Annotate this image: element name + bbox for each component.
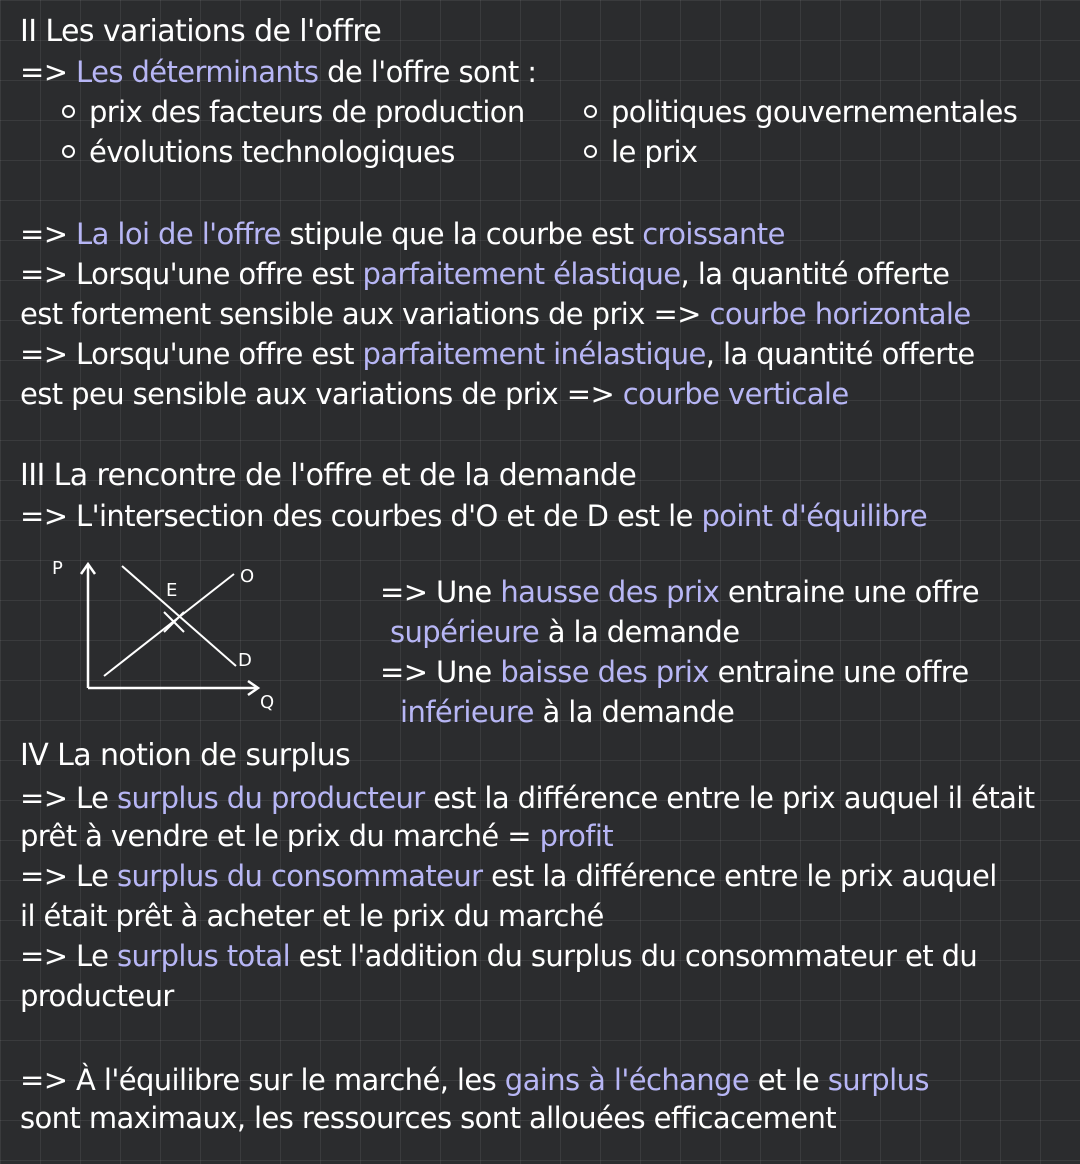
- tot-text: Le: [76, 939, 117, 973]
- keyword-surplus-consommateur: surplus du consommateur: [116, 859, 483, 893]
- bullet-icon: [62, 145, 75, 158]
- section-4-title: IV La notion de surplus: [20, 738, 351, 773]
- arrow: =>: [20, 55, 68, 89]
- cons-text: Le: [76, 859, 117, 893]
- surplus-producteur-line-2: [20, 818, 613, 854]
- prod-text-2: est la différence entre le prix auquel il était: [424, 781, 1035, 815]
- keyword-courbe-verticale: courbe verticale: [622, 377, 849, 411]
- baisse-text-3: à la demande: [533, 695, 735, 729]
- inelastique-text: Lorsqu'une offre est: [76, 337, 363, 371]
- elastique-line-1: => Lorsqu'une offre est parfaitement élastique, la quantité offerte: [20, 257, 950, 291]
- bullet-3: [584, 94, 1017, 130]
- keyword-surplus-total: surplus total: [116, 939, 291, 973]
- arrow: =>: [653, 297, 701, 331]
- keyword-baisse-prix: baisse des prix: [500, 655, 709, 689]
- supply-demand-graph: [48, 552, 298, 712]
- inelastique-text-3: est peu sensible aux variations de prix: [20, 377, 567, 411]
- prod-text-3: prêt à vendre et le prix du marché =: [20, 819, 540, 853]
- intersection-line: => L'intersection des courbes d'O et de D est le point d'équilibre: [20, 499, 928, 533]
- bullet-icon: [62, 105, 75, 118]
- axis-label-p: P: [52, 558, 63, 579]
- elastique-line-2: [20, 296, 971, 332]
- keyword-profit: profit: [539, 819, 614, 853]
- equilibre-line-1: => À l'équilibre sur le marché, les gains à l'échange et le surplus: [20, 1063, 929, 1097]
- surplus-producteur-line-1: => Le surplus du producteur est la différence entre le prix auquel il était: [20, 781, 1035, 815]
- surplus-consommateur-line-1: => Le surplus du consommateur est la différence entre le prix auquel: [20, 859, 997, 893]
- bullet-4: [584, 134, 697, 170]
- demand-label: D: [238, 650, 252, 671]
- inelastique-line-2: [20, 376, 849, 412]
- tot-text-2: est l'addition du surplus du consommateur et du: [290, 939, 978, 973]
- loi-text: stipule que la courbe est: [280, 217, 643, 251]
- bullet-icon: [584, 145, 597, 158]
- cons-text-2: est la différence entre le prix auquel: [482, 859, 997, 893]
- keyword-surplus: surplus: [827, 1063, 929, 1097]
- keyword-superieure: supérieure: [390, 615, 540, 649]
- bullet-1: [62, 94, 525, 130]
- hausse-text-3: à la demande: [539, 615, 740, 649]
- elastique-text-3: est fortement sensible aux variations de prix: [20, 297, 654, 331]
- bullet-text: politiques gouvernementales: [611, 95, 1018, 129]
- keyword-courbe-horizontale: courbe horizontale: [709, 297, 971, 331]
- supply-label: O: [240, 566, 255, 587]
- inelastique-line-1: => Lorsqu'une offre est parfaitement inélastique, la quantité offerte: [20, 337, 975, 371]
- inelastique-text-2: , la quantité offerte: [705, 337, 975, 371]
- section-3-title: III La rencontre de l'offre et de la demande: [20, 458, 637, 493]
- hausse-text: Une: [436, 575, 501, 609]
- eq-text-2: et le: [749, 1063, 828, 1097]
- arrow: =>: [566, 377, 615, 411]
- bullet-2: [62, 134, 455, 170]
- baisse-text: Une: [436, 655, 501, 689]
- bullet-text: le prix: [611, 135, 698, 169]
- axis-label-q: Q: [260, 692, 275, 712]
- baisse-text-2: entraine une offre: [708, 655, 969, 689]
- keyword-gains-echange: gains à l'échange: [504, 1063, 750, 1097]
- equilibrium-label: E: [166, 580, 178, 601]
- keyword-surplus-producteur: surplus du producteur: [116, 781, 425, 815]
- surplus-total-line-2: producteur: [20, 979, 174, 1013]
- keyword-inelastique: parfaitement inélastique: [362, 337, 706, 371]
- keyword-inferieure: inférieure: [400, 695, 534, 729]
- baisse-line-1: => Une baisse des prix entraine une offre: [380, 655, 969, 689]
- baisse-line-2: [400, 694, 734, 730]
- loi-line: => La loi de l'offre stipule que la courbe est croissante: [20, 217, 785, 251]
- keyword-elastique: parfaitement élastique: [362, 257, 681, 291]
- bullet-text: évolutions technologiques: [89, 135, 455, 169]
- hausse-text-2: entraine une offre: [719, 575, 979, 609]
- bullet-icon: [584, 105, 597, 118]
- keyword-determinants: Les déterminants: [76, 55, 319, 89]
- section-2-title: II Les variations de l'offre: [20, 14, 382, 49]
- prod-text: Le: [76, 781, 117, 815]
- determinants-line: [20, 54, 536, 90]
- surplus-total-line-1: => Le surplus total est l'addition du surplus du consommateur et du: [20, 939, 978, 973]
- bullet-text: prix des facteurs de production: [89, 95, 525, 129]
- elastique-text: Lorsqu'une offre est: [76, 257, 363, 291]
- hausse-line-1: => Une hausse des prix entraine une offre: [380, 575, 979, 609]
- keyword-point-equilibre: point d'équilibre: [701, 499, 928, 533]
- keyword-loi-offre: La loi de l'offre: [76, 217, 281, 251]
- determinants-text: de l'offre sont :: [318, 55, 537, 89]
- equilibre-line-2: sont maximaux, les ressources sont allouées efficacement: [20, 1101, 837, 1135]
- intersection-text: L'intersection des courbes d'O et de D est le: [76, 499, 702, 533]
- keyword-hausse-prix: hausse des prix: [500, 575, 720, 609]
- elastique-text-2: , la quantité offerte: [680, 257, 950, 291]
- hausse-line-2: [390, 614, 739, 650]
- keyword-croissante: croissante: [642, 217, 785, 251]
- eq-text: À l'équilibre sur le marché, les: [76, 1063, 505, 1097]
- surplus-consommateur-line-2: il était prêt à acheter et le prix du marché: [20, 899, 604, 933]
